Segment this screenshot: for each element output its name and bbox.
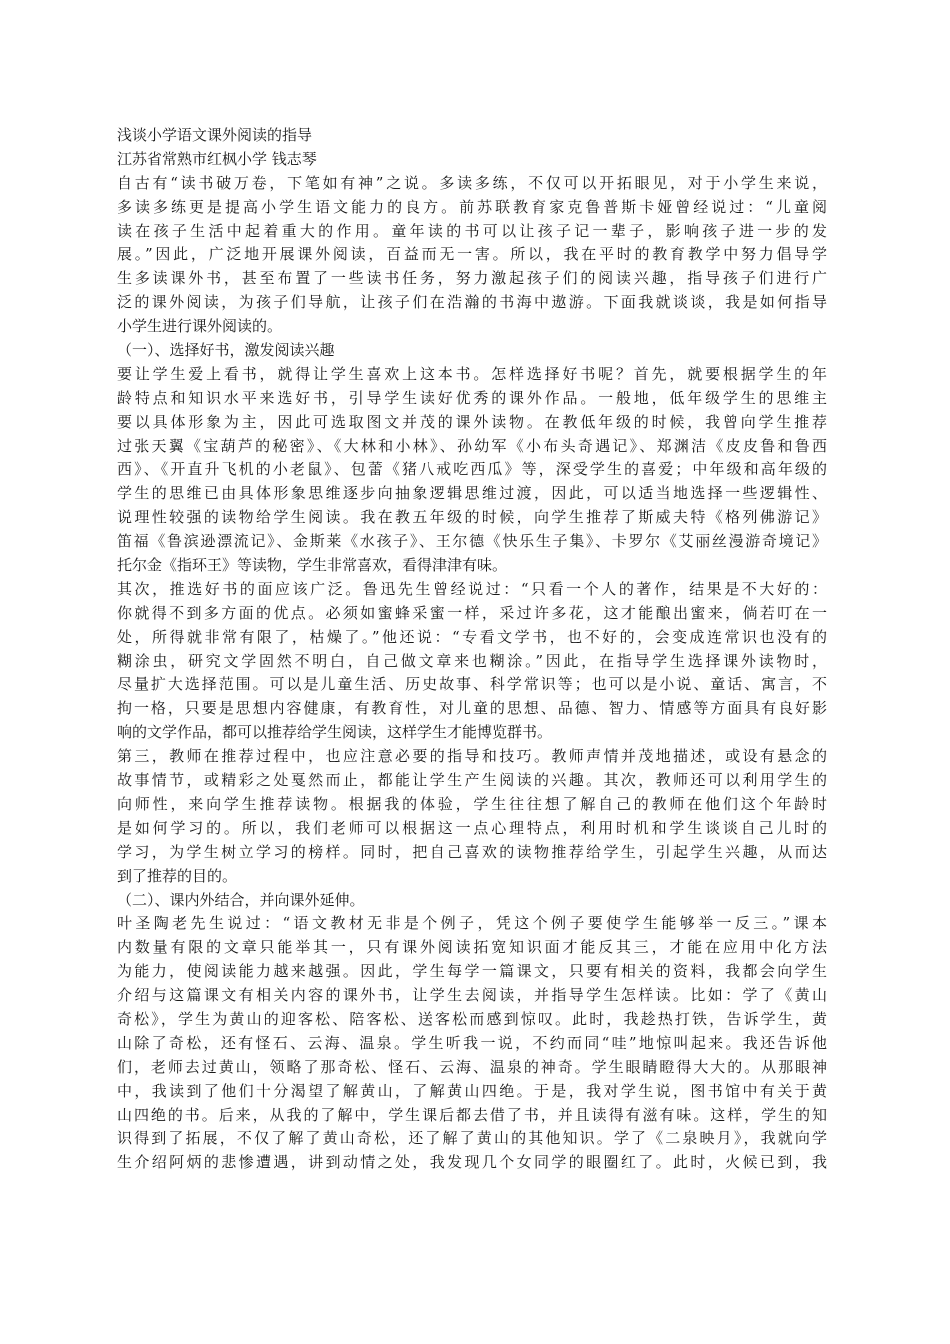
- body-text-line: 第三，教师在推荐过程中，也应注意必要的指导和技巧。教师声情并茂地描述，或设有悬念的: [117, 747, 827, 766]
- body-text-line: 到了推荐的目的。: [117, 866, 238, 885]
- body-text-line: 龄特点和知识水平来选好书，引导学生读好优秀的课外作品。一般地，低年级学生的思维主: [117, 388, 827, 407]
- body-text-line: 故事情节，或精彩之处戛然而止，都能让学生产生阅读的兴趣。其次，教师还可以利用学生的: [117, 771, 827, 790]
- body-text-line: 向师性，来向学生推荐读物。根据我的体验，学生往往想了解自己的教师在他们这个年龄时: [117, 794, 827, 813]
- body-text-line: 生多读课外书，甚至布置了一些读书任务，努力激起孩子们的阅读兴趣，指导孩子们进行广: [117, 269, 827, 288]
- body-text-line: 你就得不到多方面的优点。必须如蜜蜂采蜜一样，采过许多花，这才能酿出蜜来，倘若叮在一: [117, 603, 827, 622]
- body-text-line: 读在孩子生活中起着重大的作用。童年读的书可以让孩子记一辈子，影响孩子进一步的发: [117, 221, 827, 240]
- body-text-line: 要让学生爱上看书，就得让学生喜欢上这本书。怎样选择好书呢？首先，就要根据学生的年: [117, 364, 827, 383]
- body-text-line: 糊涂虫，研究文学固然不明白，自己做文章来也糊涂。”因此，在指导学生选择课外读物时，: [117, 651, 827, 670]
- body-text-line: 西》、《开直升飞机的小老鼠》、包蕾《猪八戒吃西瓜》等，深受学生的喜爱；中年级和高年级的: [117, 460, 827, 479]
- body-text-line: 识得到了拓展，不仅了解了黄山奇松，还了解了黄山的其他知识。学了《二泉映月》，我就向学: [117, 1129, 827, 1148]
- document-body: [117, 172, 827, 1175]
- body-text-line: 生介绍阿炳的悲惨遭遇，讲到动情之处，我发现几个女同学的眼圈红了。此时，火候已到，我: [117, 1153, 827, 1172]
- body-text-line: （一）、选择好书，激发阅读兴趣: [117, 341, 335, 360]
- body-text-line: 学生的思维已由具体形象思维逐步向抽象逻辑思维过渡，因此，可以适当地选择一些逻辑性、: [117, 484, 827, 503]
- body-text-line: 自古有“读书破万卷，下笔如有神”之说。多读多练，不仅可以开拓眼见，对于小学生来说，: [117, 173, 827, 192]
- body-text-line: 说理性较强的读物给学生阅读。我在教五年级的时候，向学生推荐了斯威夫特《格列佛游记》: [117, 508, 827, 527]
- body-text-line: 托尔金《指环王》等读物，学生非常喜欢，看得津津有味。: [117, 556, 508, 575]
- body-text-line: 们，老师去过黄山，领略了那奇松、怪石、云海、温泉的神奇。学生眼睛瞪得大大的。从那眼神: [117, 1057, 827, 1076]
- author-line: 江苏省常熟市红枫小学 钱志琴: [117, 149, 317, 168]
- body-text-line: 其次，推选好书的面应该广泛。鲁迅先生曾经说过：“只看一个人的著作，结果是不大好的：: [117, 579, 827, 598]
- body-text-line: 泛的课外阅读，为孩子们导航，让孩子们在浩瀚的书海中遨游。下面我就谈谈，我是如何指导: [117, 293, 827, 312]
- body-text-line: 是如何学习的。所以，我们老师可以根据这一点心理特点，利用时机和学生谈谈自己儿时的: [117, 818, 827, 837]
- body-text-line: 笛福《鲁滨逊漂流记》、金斯莱《水孩子》、王尔德《快乐生子集》、卡罗尔《艾丽丝漫游奇境记》: [117, 532, 827, 551]
- body-text-line: 响的文学作品，都可以推荐给学生阅读，这样学生才能博览群书。: [117, 723, 553, 742]
- body-text-line: 多读多练更是提高小学生语文能力的良方。前苏联教育家克鲁普斯卡娅曾经说过：“儿童阅: [117, 197, 827, 216]
- body-text-line: 为能力，使阅读能力越来越强。因此，学生每学一篇课文，只要有相关的资料，我都会向学生: [117, 962, 827, 981]
- body-text-line: 山四绝的书。后来，从我的了解中，学生课后都去借了书，并且读得有滋有味。这样，学生的知: [117, 1105, 827, 1124]
- body-text-line: 奇松》，学生为黄山的迎客松、陪客松、送客松而感到惊叹。此时，我趁热打铁，告诉学生，黄: [117, 1009, 827, 1028]
- body-text-line: 处，所得就非常有限了，枯燥了。”他还说：“专看文学书，也不好的，会变成连常识也没有的: [117, 627, 827, 646]
- body-text-line: 内数量有限的文章只能举其一，只有课外阅读拓宽知识面才能反其三，才能在应用中化方法: [117, 938, 827, 957]
- body-text-line: 要以具体形象为主，因此可选取图文并茂的课外读物。在教低年级的时候，我曾向学生推荐: [117, 412, 827, 431]
- body-text-line: 叶圣陶老先生说过：“语文教材无非是个例子，凭这个例子要使学生能够举一反三。”课本: [117, 914, 827, 933]
- body-text-line: 中，我读到了他们十分渴望了解黄山，了解黄山四绝。于是，我对学生说，图书馆中有关于黄: [117, 1081, 827, 1100]
- body-text-line: （二）、课内外结合，并向课外延伸。: [117, 890, 365, 909]
- body-text-line: 小学生进行课外阅读的。: [117, 317, 283, 336]
- document-title: 浅谈小学语文课外阅读的指导: [117, 126, 313, 144]
- body-text-line: 山除了奇松，还有怪石、云海、温泉。学生听我一说，不约而同“哇”地惊叫起来。我还告诉他: [117, 1033, 827, 1052]
- body-text-line: 介绍与这篇课文有相关内容的课外书，让学生去阅读，并指导学生怎样读。比如：学了《黄山: [117, 986, 827, 1005]
- body-text-line: 尽量扩大选择范围。可以是儿童生活、历史故事、科学常识等；也可以是小说、童话、寓言，不: [117, 675, 827, 694]
- body-text-line: 学习，为学生树立学习的榜样。同时，把自己喜欢的读物推荐给学生，引起学生兴趣，从而达: [117, 842, 827, 861]
- body-text-line: 过张天翼《宝葫芦的秘密》、《大林和小林》、孙幼军《小布头奇遇记》、郑渊洁《皮皮鲁和鲁西: [117, 436, 827, 455]
- body-text-line: 拘一格，只要是思想内容健康，有教育性，对儿童的思想、品德、智力、情感等方面具有良好影: [117, 699, 827, 718]
- document-page: [117, 124, 827, 1175]
- body-text-line: 展。”因此，广泛地开展课外阅读，百益而无一害。所以，我在平时的教育教学中努力倡导学: [117, 245, 827, 264]
